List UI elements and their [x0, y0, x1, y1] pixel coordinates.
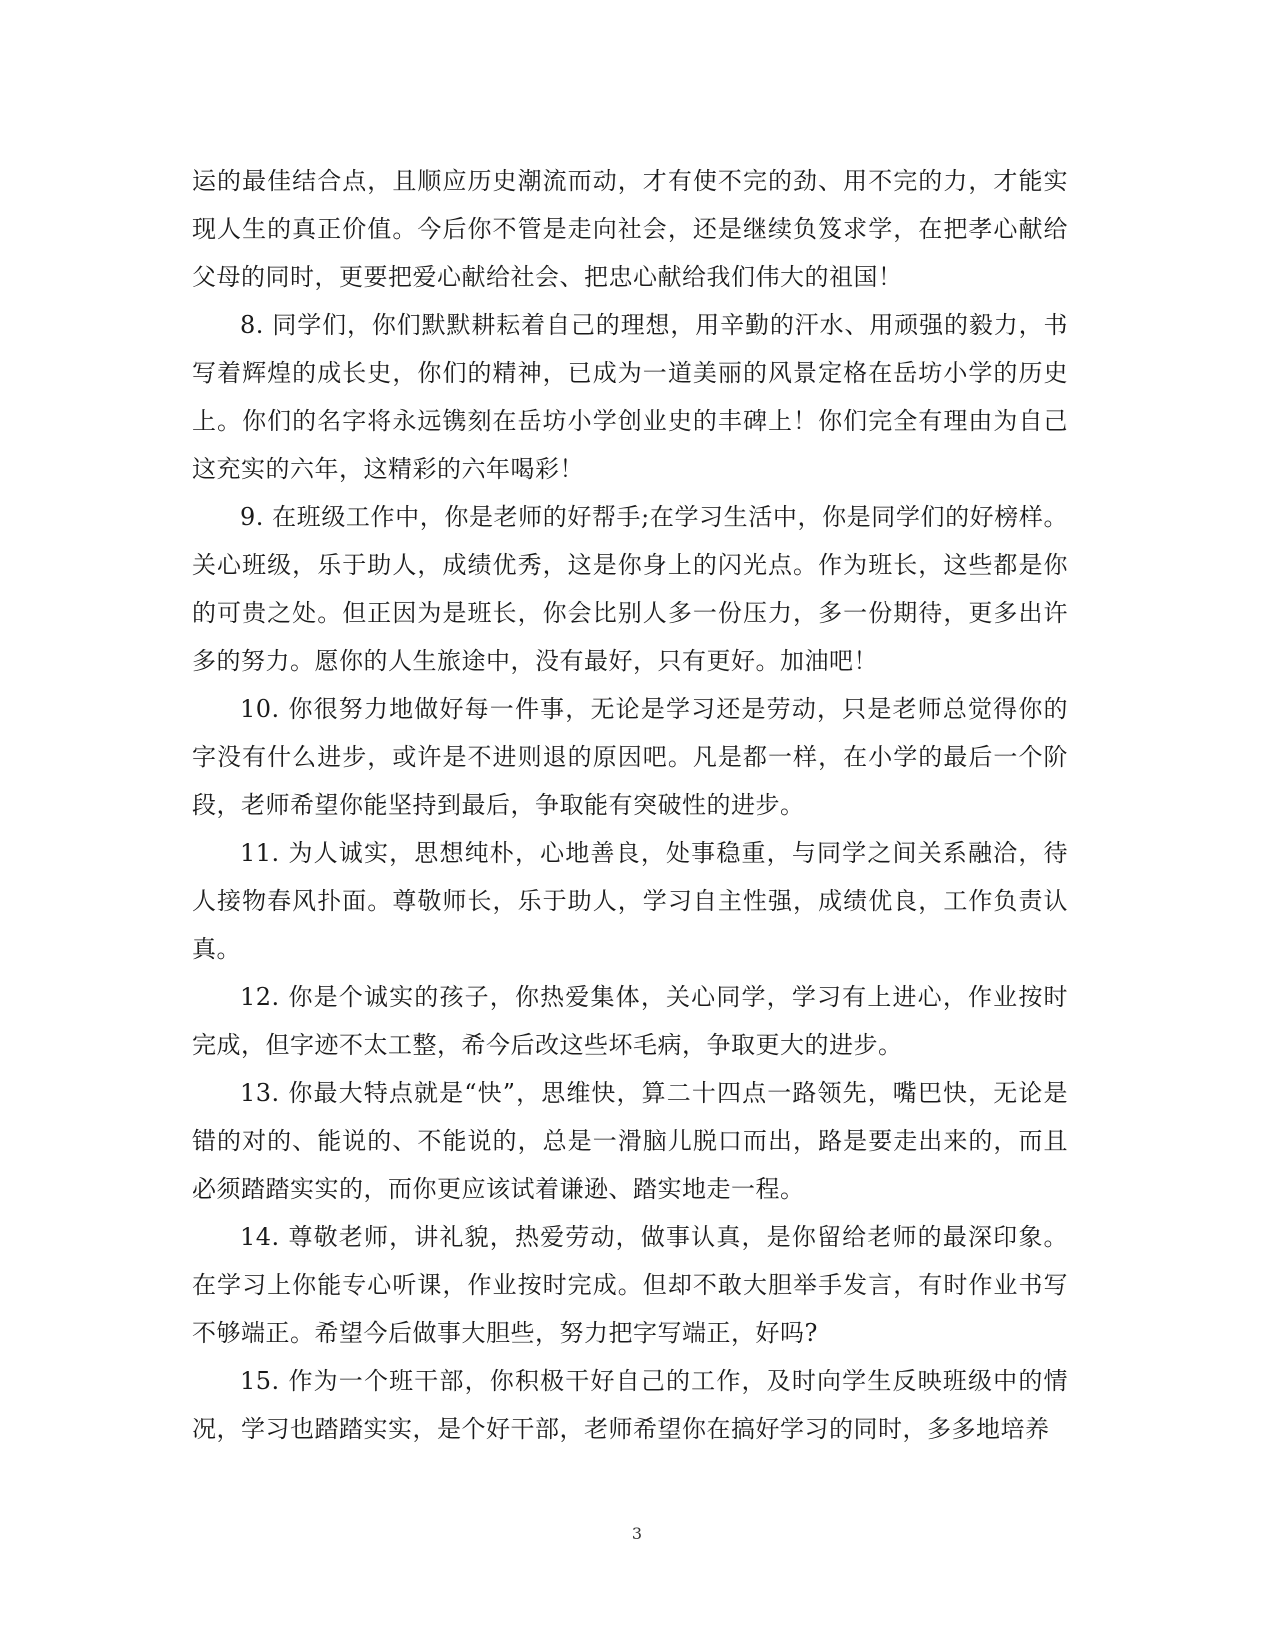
document-body	[192, 157, 1068, 1453]
paragraph-item-13: 13. 你最大特点就是“快”，思维快，算二十四点一路领先，嘴巴快，无论是错的对的、能说的、不能说的，总是一滑脑儿脱口而出，路是要走出来的，而且必须踏踏实实的，而你更应该试着谦逊、踏实地走一程。	[192, 1079, 1068, 1203]
paragraph-item-11: 11. 为人诚实，思想纯朴，心地善良，处事稳重，与同学之间关系融洽，待人接物春风扑面。尊敬师长，乐于助人，学习自主性强，成绩优良，工作负责认真。	[192, 839, 1068, 963]
paragraph-item-10: 10. 你很努力地做好每一件事，无论是学习还是劳动，只是老师总觉得你的字没有什么进步，或许是不进则退的原因吧。凡是都一样，在小学的最后一个阶段，老师希望你能坚持到最后，争取能有突破性的进步。	[192, 695, 1068, 819]
paragraph-item-14: 14. 尊敬老师，讲礼貌，热爱劳动，做事认真，是你留给老师的最深印象。在学习上你能专心听课，作业按时完成。但却不敢大胆举手发言，有时作业书写不够端正。希望今后做事大胆些，努力把字写端正，好吗?	[192, 1223, 1068, 1347]
paragraph-item-15: 15. 作为一个班干部，你积极干好自己的工作，及时向学生反映班级中的情况，学习也踏踏实实，是个好干部，老师希望你在搞好学习的同时，多多地培养	[192, 1367, 1068, 1443]
paragraph-continuation: 运的最佳结合点，且顺应历史潮流而动，才有使不完的劲、用不完的力，才能实现人生的真正价值。今后你不管是走向社会，还是继续负笈求学，在把孝心献给父母的同时，更要把爱心献给社会、把忠心献给我们伟大的祖国！	[192, 167, 1068, 291]
page-number: 3	[631, 1524, 643, 1543]
paragraph-item-12: 12. 你是个诚实的孩子，你热爱集体，关心同学，学习有上进心，作业按时完成，但字迹不太工整，希今后改这些坏毛病，争取更大的进步。	[192, 983, 1068, 1059]
paragraph-item-9: 9. 在班级工作中，你是老师的好帮手;在学习生活中，你是同学们的好榜样。关心班级，乐于助人，成绩优秀，这是你身上的闪光点。作为班长，这些都是你的可贵之处。但正因为是班长，你会比别人多一份压力，多一份期待，更多出许多的努力。愿你的人生旅途中，没有最好，只有更好。加油吧！	[192, 503, 1068, 675]
paragraph-item-8: 8. 同学们，你们默默耕耘着自己的理想，用辛勤的汗水、用顽强的毅力，书写着辉煌的成长史，你们的精神，已成为一道美丽的风景定格在岳坊小学的历史上。你们的名字将永远镌刻在岳坊小学创业史的丰碑上！你们完全有理由为自己这充实的六年，这精彩的六年喝彩！	[192, 311, 1068, 483]
